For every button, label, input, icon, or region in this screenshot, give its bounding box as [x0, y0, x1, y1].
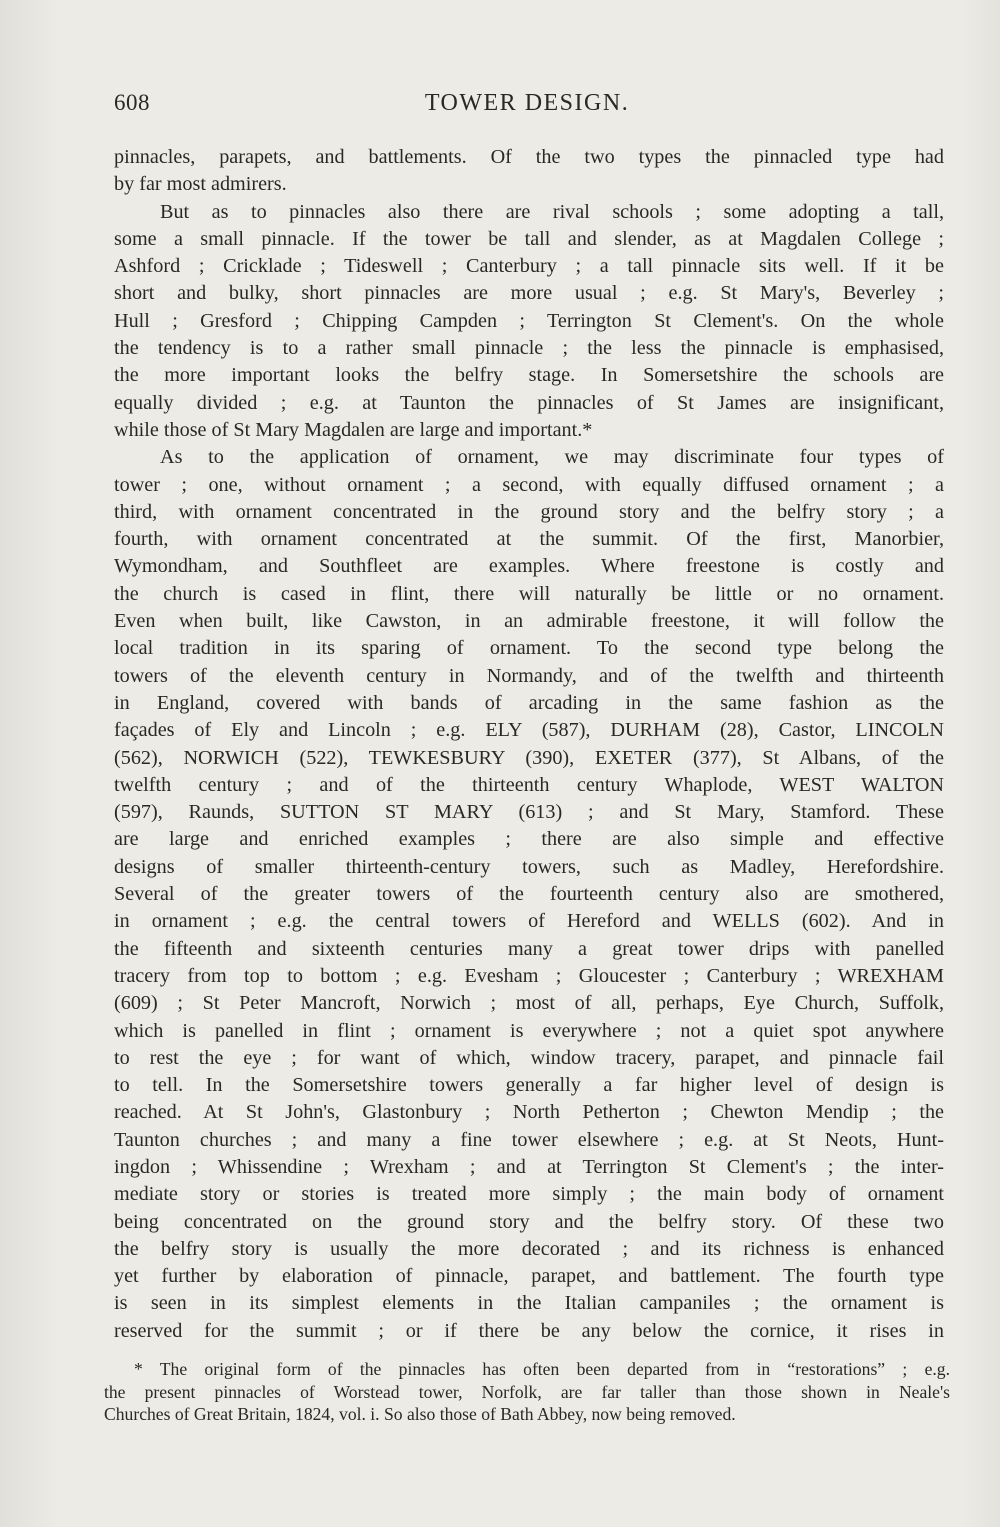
text-line: ingdon ; Whissendine ; Wrexham ; and at Terrington St Clement's ; the inter- [114, 1155, 944, 1178]
text-line: equally divided ; e.g. at Taunton the pinnacles of St James are insignificant, [114, 391, 944, 414]
text-line: As to the application of ornament, we may discriminate four types of [160, 446, 944, 469]
footnotes [104, 1358, 950, 1426]
text-line: Taunton churches ; and many a fine tower elsewhere ; e.g. at St Neots, Hunt- [114, 1128, 944, 1151]
page-gutter-shadow [0, 0, 60, 1527]
page-header [114, 90, 940, 130]
text-line: short and bulky, short pinnacles are more usual ; e.g. St Mary's, Beverley ; [114, 282, 944, 305]
text-line: while those of St Mary Magdalen are large and important.* [114, 418, 593, 441]
text-line: But as to pinnacles also there are rival schools ; some adopting a tall, [160, 200, 944, 223]
text-line: are large and enriched examples ; there are also simple and effective [114, 828, 944, 851]
running-title: TOWER DESIGN. [424, 90, 630, 116]
text-line: which is panelled in flint ; ornament is everywhere ; not a quiet spot anywhere [114, 1019, 944, 1042]
text-line: façades of Ely and Lincoln ; e.g. ELY (587), DURHAM (28), Castor, LINCOLN [114, 719, 944, 742]
text-line: by far most admirers. [114, 173, 287, 196]
text-line: pinnacles, parapets, and battlements. Of the two types the pinnacled type had [114, 146, 944, 168]
text-line: third, with ornament concentrated in the ground story and the belfry story ; a [114, 500, 944, 523]
text-line: local tradition in its sparing of ornament. To the second type belong the [114, 637, 944, 660]
text-line: (562), NORWICH (522), TEWKESBURY (390), EXETER (377), St Albans, of the [114, 746, 944, 769]
text-line: (609) ; St Peter Mancroft, Norwich ; most of all, perhaps, Eye Church, Suffolk, [114, 992, 944, 1015]
text-line: reached. At St John's, Glastonbury ; North Petherton ; Chewton Mendip ; the [114, 1101, 944, 1124]
text-line: yet further by elaboration of pinnacle, parapet, and battlement. The fourth type [114, 1265, 944, 1288]
text-line: towers of the eleventh century in Normandy, and of the twelfth and thirteenth [114, 664, 944, 687]
text-line: in ornament ; e.g. the central towers of Hereford and WELLS (602). And in [114, 910, 944, 933]
text-line: the church is cased in flint, there will naturally be little or no ornament. [114, 582, 944, 605]
body-text [114, 144, 944, 1345]
page-edge-shadow [960, 0, 1000, 1527]
text-line: some a small pinnacle. If the tower be tall and slender, as at Magdalen College ; [114, 227, 944, 250]
page-number: 608 [114, 90, 150, 115]
text-line: the tendency is to a rather small pinnacle ; the less the pinnacle is emphasised, [114, 337, 944, 360]
text-line: the belfry story is usually the more decorated ; and its richness is enhanced [114, 1237, 944, 1260]
text-line: to tell. In the Somersetshire towers generally a far higher level of design is [114, 1074, 944, 1097]
text-line: the fifteenth and sixteenth centuries many a great tower drips with panelled [114, 937, 944, 960]
text-line: tower ; one, without ornament ; a second, with equally diffused ornament ; a [114, 473, 944, 496]
text-line: Wymondham, and Southfleet are examples. Where freestone is costly and [114, 555, 944, 578]
text-line: is seen in its simplest elements in the Italian campaniles ; the ornament is [114, 1292, 944, 1315]
text-line: twelfth century ; and of the thirteenth century Whaplode, WEST WALTON [114, 773, 944, 796]
text-line: being concentrated on the ground story and the belfry story. Of these two [114, 1210, 944, 1233]
text-line: (597), Raunds, SUTTON ST MARY (613) ; and St Mary, Stamford. These [114, 801, 944, 824]
text-line: Ashford ; Cricklade ; Tideswell ; Canterbury ; a tall pinnacle sits well. If it be [114, 255, 944, 278]
footnote-line: Churches of Great Britain, 1824, vol. i. So also those of Bath Abbey, now being removed. [104, 1404, 736, 1424]
text-line: the more important looks the belfry stage. In Somersetshire the schools are [114, 364, 944, 387]
text-line: designs of smaller thirteenth-century towers, such as Madley, Herefordshire. [114, 855, 944, 878]
text-line: Several of the greater towers of the fourteenth century also are smothered, [114, 883, 944, 906]
text-line: fourth, with ornament concentrated at the summit. Of the first, Manorbier, [114, 528, 944, 551]
text-line: Even when built, like Cawston, in an admirable freestone, it will follow the [114, 610, 944, 633]
footnote-line: * The original form of the pinnacles has often been departed from in “restorations” ; e.g. [134, 1359, 950, 1379]
text-line: Hull ; Gresford ; Chipping Campden ; Terrington St Clement's. On the whole [114, 309, 944, 332]
text-line: to rest the eye ; for want of which, window tracery, parapet, and pinnacle fail [114, 1046, 944, 1069]
text-line: in England, covered with bands of arcading in the same fashion as the [114, 691, 944, 714]
text-line: reserved for the summit ; or if there be any below the cornice, it rises in [114, 1319, 944, 1342]
text-line: mediate story or stories is treated more simply ; the main body of ornament [114, 1183, 944, 1206]
footnote-line: the present pinnacles of Worstead tower, Norfolk, are far taller than those shown in Neale's [104, 1381, 950, 1402]
text-line: tracery from top to bottom ; e.g. Evesham ; Gloucester ; Canterbury ; WREXHAM [114, 964, 944, 987]
